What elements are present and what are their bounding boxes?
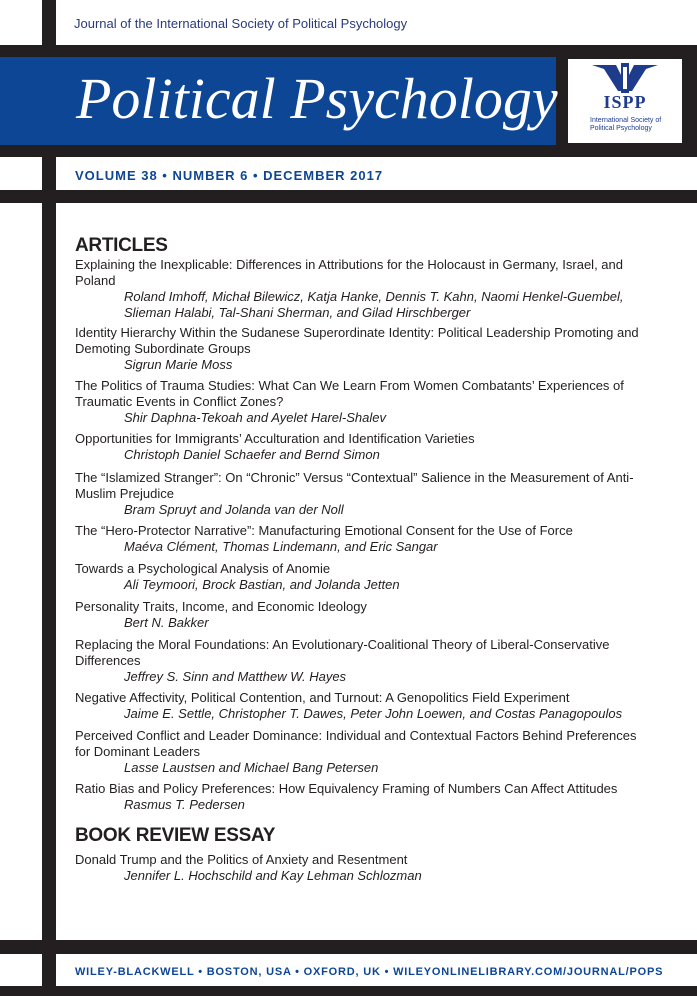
article-entry[interactable] <box>75 690 650 722</box>
article-authors: Maéva Clément, Thomas Lindemann, and Eric Sangar <box>124 539 438 554</box>
journal-subtitle: Journal of the International Society of Political Psychology <box>74 16 408 31</box>
article-title: Ratio Bias and Policy Preferences: How Equivalency Framing of Numbers Can Affect Attitudes <box>75 781 618 796</box>
article-authors: Bram Spruyt and Jolanda van der Noll <box>124 502 344 517</box>
article-entry[interactable] <box>75 637 650 685</box>
article-entry[interactable] <box>75 325 650 373</box>
article-entry[interactable] <box>75 257 650 321</box>
articles-heading: ARTICLES <box>75 235 168 256</box>
article-entry[interactable] <box>75 781 650 813</box>
volume-issue-line: VOLUME 38 • NUMBER 6 • DECEMBER 2017 <box>75 168 384 183</box>
article-authors: Bert N. Bakker <box>124 615 209 630</box>
article-title: Replacing the Moral Foundations: An Evolutionary-Coalitional Theory of Liberal-Conservative Differences <box>75 637 610 668</box>
footer-rule-top <box>0 940 697 954</box>
article-authors: Jeffrey S. Sinn and Matthew W. Hayes <box>124 669 347 684</box>
article-entry[interactable] <box>75 728 650 776</box>
article-authors: Lasse Laustsen and Michael Bang Petersen <box>124 760 379 775</box>
article-title: Identity Hierarchy Within the Sudanese Superordinate Identity: Political Leadership Promoting and Demoting Subordinate Groups <box>75 325 639 356</box>
logo-caption: International Society of Political Psychology <box>590 117 662 132</box>
article-authors: Rasmus T. Pedersen <box>124 797 245 812</box>
article-authors: Jaime E. Settle, Christopher T. Dawes, Peter John Loewen, and Costas Panagopoulos <box>124 706 623 721</box>
article-entry[interactable] <box>75 523 650 555</box>
article-authors: Christoph Daniel Schaefer and Bernd Simon <box>124 447 380 462</box>
article-title: Explaining the Inexplicable: Differences in Attributions for the Holocaust in Germany, Israel, and Poland <box>75 257 623 288</box>
article-authors: Ali Teymoori, Brock Bastian, and Jolanda Jetten <box>124 577 400 592</box>
ispp-logo-icon <box>588 63 662 93</box>
footer-rule-bottom <box>0 986 697 996</box>
article-authors: Sigrun Marie Moss <box>124 357 233 372</box>
article-title: Personality Traits, Income, and Economic Ideology <box>75 599 367 614</box>
journal-title: Political Psychology <box>76 66 558 131</box>
logo-acronym: ISPP <box>603 92 647 112</box>
book-review-authors: Jennifer L. Hochschild and Kay Lehman Schlozman <box>124 868 422 883</box>
volume-rule <box>0 190 697 203</box>
article-entry[interactable] <box>75 599 650 631</box>
article-title: Opportunities for Immigrants’ Acculturation and Identification Varieties <box>75 431 475 446</box>
article-entry[interactable] <box>75 378 650 426</box>
banner-bottom-rule <box>0 145 697 157</box>
article-title: The “Hero-Protector Narrative”: Manufacturing Emotional Consent for the Use of Force <box>75 523 573 538</box>
article-title: Negative Affectivity, Political Contention, and Turnout: A Genopolitics Field Experiment <box>75 690 570 705</box>
article-entry[interactable] <box>75 431 650 463</box>
article-title: The Politics of Trauma Studies: What Can We Learn From Women Combatants’ Experiences of Traumatic Events in Conflict Zones? <box>75 378 624 409</box>
book-review-entry[interactable] <box>75 852 650 884</box>
article-title: Perceived Conflict and Leader Dominance: Individual and Contextual Factors Behind Preferences for Dominant Leaders <box>75 728 637 759</box>
book-review-heading: BOOK REVIEW ESSAY <box>75 825 276 846</box>
book-review-title: Donald Trump and the Politics of Anxiety and Resentment <box>75 852 408 867</box>
ispp-logo <box>568 59 682 143</box>
publisher-footer: WILEY-BLACKWELL • BOSTON, USA • OXFORD, UK • WILEYONLINELIBRARY.COM/JOURNAL/POPS <box>75 966 664 978</box>
article-authors: Shir Daphna-Tekoah and Ayelet Harel-Shalev <box>124 410 386 425</box>
article-entry[interactable] <box>75 470 650 518</box>
article-title: Towards a Psychological Analysis of Anomie <box>75 561 331 576</box>
article-entry[interactable] <box>75 561 650 593</box>
banner-top-rule <box>0 45 697 57</box>
article-title: The “Islamized Stranger”: On “Chronic” Versus “Contextual” Salience in the Measurement of Anti-Muslim Prejudice <box>75 470 634 501</box>
article-authors: Roland Imhoff, Michał Bilewicz, Katja Hanke, Dennis T. Kahn, Naomi Henkel-Guembel, Slieman Halabi, Tal-Shani Sherman, and Gilad Hirschberger <box>124 289 624 320</box>
